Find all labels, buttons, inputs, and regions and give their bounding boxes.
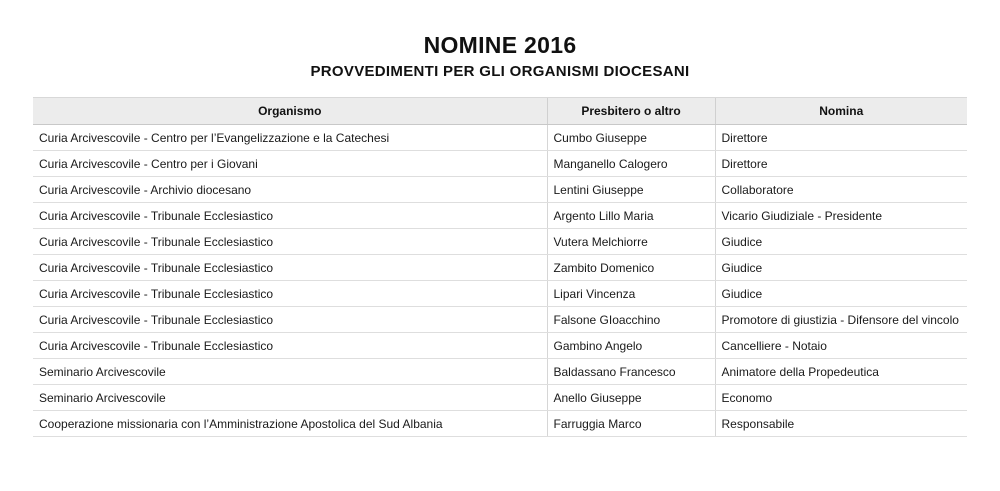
cell-nomina: Animatore della Propedeutica <box>715 359 967 385</box>
cell-organismo: Curia Arcivescovile - Tribunale Ecclesiastico <box>33 281 547 307</box>
column-header-presbitero: Presbitero o altro <box>547 98 715 125</box>
table-header <box>33 98 967 125</box>
cell-presbitero: Cumbo Giuseppe <box>547 125 715 151</box>
table-row <box>33 255 967 281</box>
cell-presbitero: Vutera Melchiorre <box>547 229 715 255</box>
cell-presbitero: Gambino Angelo <box>547 333 715 359</box>
cell-presbitero: Farruggia Marco <box>547 411 715 437</box>
cell-presbitero: Falsone GIoacchino <box>547 307 715 333</box>
table-row <box>33 411 967 437</box>
cell-nomina: Cancelliere - Notaio <box>715 333 967 359</box>
table-row <box>33 125 967 151</box>
cell-nomina: Responsabile <box>715 411 967 437</box>
cell-presbitero: Lipari Vincenza <box>547 281 715 307</box>
cell-nomina: Giudice <box>715 255 967 281</box>
cell-organismo: Seminario Arcivescovile <box>33 385 547 411</box>
table-row <box>33 281 967 307</box>
table-row <box>33 151 967 177</box>
cell-presbitero: Manganello Calogero <box>547 151 715 177</box>
table-row <box>33 333 967 359</box>
cell-presbitero: Argento Lillo Maria <box>547 203 715 229</box>
cell-organismo: Curia Arcivescovile - Tribunale Ecclesiastico <box>33 333 547 359</box>
cell-organismo: Cooperazione missionaria con l’Amministrazione Apostolica del Sud Albania <box>33 411 547 437</box>
cell-organismo: Seminario Arcivescovile <box>33 359 547 385</box>
cell-organismo: Curia Arcivescovile - Archivio diocesano <box>33 177 547 203</box>
cell-presbitero: Lentini Giuseppe <box>547 177 715 203</box>
table-header-row <box>33 98 967 125</box>
table-body <box>33 125 967 437</box>
cell-organismo: Curia Arcivescovile - Centro per l’Evangelizzazione e la Catechesi <box>33 125 547 151</box>
table-row <box>33 177 967 203</box>
cell-nomina: Direttore <box>715 125 967 151</box>
column-header-nomina: Nomina <box>715 98 967 125</box>
nomine-table <box>33 97 967 437</box>
cell-organismo: Curia Arcivescovile - Centro per i Giovani <box>33 151 547 177</box>
page-title: NOMINE 2016 <box>423 32 577 58</box>
cell-organismo: Curia Arcivescovile - Tribunale Ecclesiastico <box>33 203 547 229</box>
cell-organismo: Curia Arcivescovile - Tribunale Ecclesiastico <box>33 229 547 255</box>
table-row <box>33 385 967 411</box>
cell-nomina: Giudice <box>715 229 967 255</box>
table-row <box>33 359 967 385</box>
cell-nomina: Direttore <box>715 151 967 177</box>
cell-organismo: Curia Arcivescovile - Tribunale Ecclesiastico <box>33 255 547 281</box>
table-row <box>33 229 967 255</box>
cell-nomina: Promotore di giustizia - Difensore del vincolo <box>715 307 967 333</box>
cell-presbitero: Anello Giuseppe <box>547 385 715 411</box>
page-subtitle: PROVVEDIMENTI PER GLI ORGANISMI DIOCESANI <box>310 63 690 80</box>
table-row <box>33 203 967 229</box>
cell-organismo: Curia Arcivescovile - Tribunale Ecclesiastico <box>33 307 547 333</box>
cell-nomina: Giudice <box>715 281 967 307</box>
cell-nomina: Economo <box>715 385 967 411</box>
cell-presbitero: Zambito Domenico <box>547 255 715 281</box>
cell-nomina: Collaboratore <box>715 177 967 203</box>
column-header-organismo: Organismo <box>33 98 547 125</box>
cell-nomina: Vicario Giudiziale - Presidente <box>715 203 967 229</box>
table-row <box>33 307 967 333</box>
cell-presbitero: Baldassano Francesco <box>547 359 715 385</box>
